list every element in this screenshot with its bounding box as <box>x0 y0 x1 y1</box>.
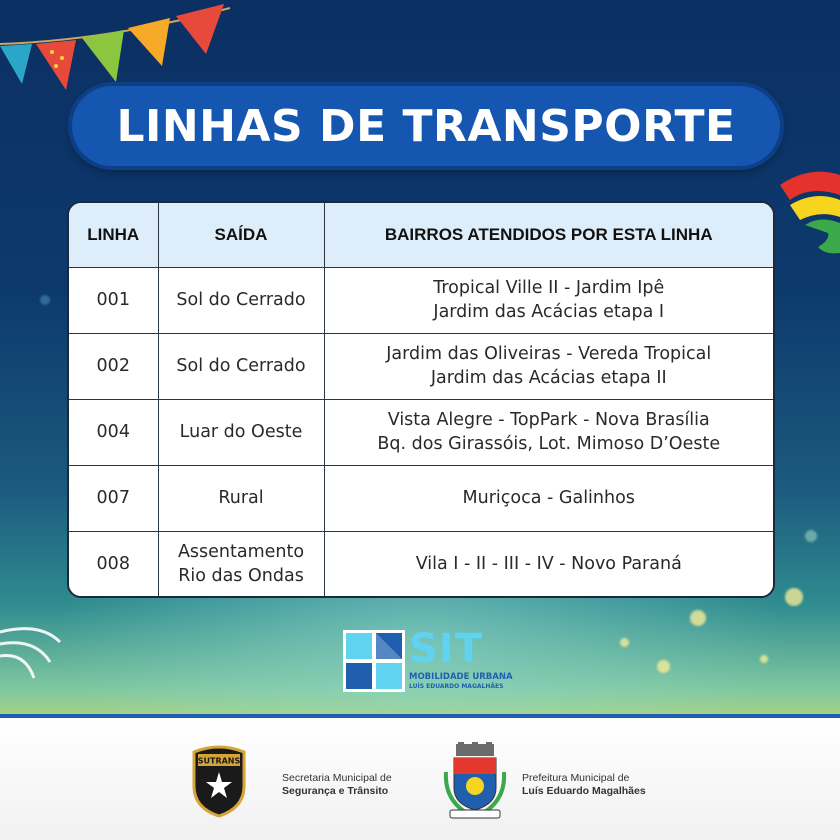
sit-wordmark: SIT <box>409 626 483 672</box>
cell-bairros <box>324 531 773 597</box>
bunting-flags-icon <box>0 0 240 100</box>
header-saida: SAÍDA <box>158 203 324 267</box>
cell-saida <box>158 399 324 465</box>
bairros-line: Jardim das Acácias etapa II <box>430 368 667 388</box>
bairros-line: Jardim das Acácias etapa I <box>433 302 665 322</box>
transport-lines-table <box>67 201 775 598</box>
header-linha: LINHA <box>69 203 158 267</box>
bokeh-light <box>40 295 50 305</box>
cell-linha: 001 <box>69 267 158 333</box>
cell-bairros <box>324 399 773 465</box>
bairros-line: Jardim das Oliveiras - Vereda Tropical <box>386 344 712 364</box>
sit-logo <box>343 626 513 692</box>
cell-bairros <box>324 267 773 333</box>
prefeitura-text <box>522 772 646 798</box>
bairros-line: Tropical Ville II - Jardim Ipê <box>433 278 665 298</box>
bokeh-light <box>805 530 817 542</box>
saida-line: Assentamento <box>177 542 305 563</box>
header-bairros: BAIRROS ATENDIDOS POR ESTA LINHA <box>324 203 773 267</box>
prefeitura-line1: Prefeitura Municipal de <box>522 772 630 784</box>
cell-bairros <box>324 465 773 531</box>
table-row <box>69 333 773 399</box>
page-title: LINHAS DE TRANSPORTE <box>116 100 736 152</box>
title-banner <box>72 86 780 166</box>
cell-bairros <box>324 333 773 399</box>
secretaria-line2: Segurança e Trânsito <box>282 785 389 797</box>
table-row <box>69 399 773 465</box>
bairros-line: Bq. dos Girassóis, Lot. Mimoso D’Oeste <box>377 434 721 454</box>
cell-saida <box>158 531 324 597</box>
table-row <box>69 465 773 531</box>
cell-linha: 008 <box>69 531 158 597</box>
badge-text: SUTRANS <box>197 756 241 766</box>
bokeh-light <box>657 660 670 673</box>
ribbon-flags-icon <box>770 155 840 265</box>
bairros-line: Vista Alegre - TopPark - Nova Brasília <box>387 410 710 430</box>
saida-line: Luar do Oeste <box>179 422 303 442</box>
bairros-line: Muriçoca - Galinhos <box>462 488 635 508</box>
saida-line: Sol do Cerrado <box>176 290 306 310</box>
sit-subtitle: MOBILIDADE URBANA <box>409 672 513 682</box>
table-row <box>69 531 773 597</box>
saida-line: Sol do Cerrado <box>176 356 306 376</box>
cell-linha: 004 <box>69 399 158 465</box>
sit-subtitle-city: LUÍS EDUARDO MAGALHÃES <box>409 683 504 690</box>
sit-mark-icon <box>343 630 405 692</box>
secretaria-line1: Secretaria Municipal de <box>282 772 392 784</box>
table-row <box>69 267 773 333</box>
sutrans-badge-icon <box>190 742 248 818</box>
bairros-line: Vila I - II - III - IV - Novo Paraná <box>415 554 682 575</box>
saida-line: Rio das Ondas <box>178 566 304 587</box>
bokeh-light <box>785 588 803 606</box>
cell-linha: 007 <box>69 465 158 531</box>
cell-saida <box>158 333 324 399</box>
swirl-decoration-icon <box>0 612 70 682</box>
saida-line: Rural <box>218 488 264 508</box>
prefeitura-line2: Luís Eduardo Magalhães <box>522 785 646 797</box>
cell-linha: 002 <box>69 333 158 399</box>
bokeh-light <box>690 610 706 626</box>
cell-saida <box>158 465 324 531</box>
cell-saida <box>158 267 324 333</box>
bokeh-light <box>760 655 768 663</box>
bokeh-light <box>620 638 629 647</box>
coat-of-arms-icon <box>442 742 508 824</box>
secretaria-text <box>282 772 392 798</box>
footer-band <box>0 718 840 840</box>
table-header-row <box>69 203 773 267</box>
